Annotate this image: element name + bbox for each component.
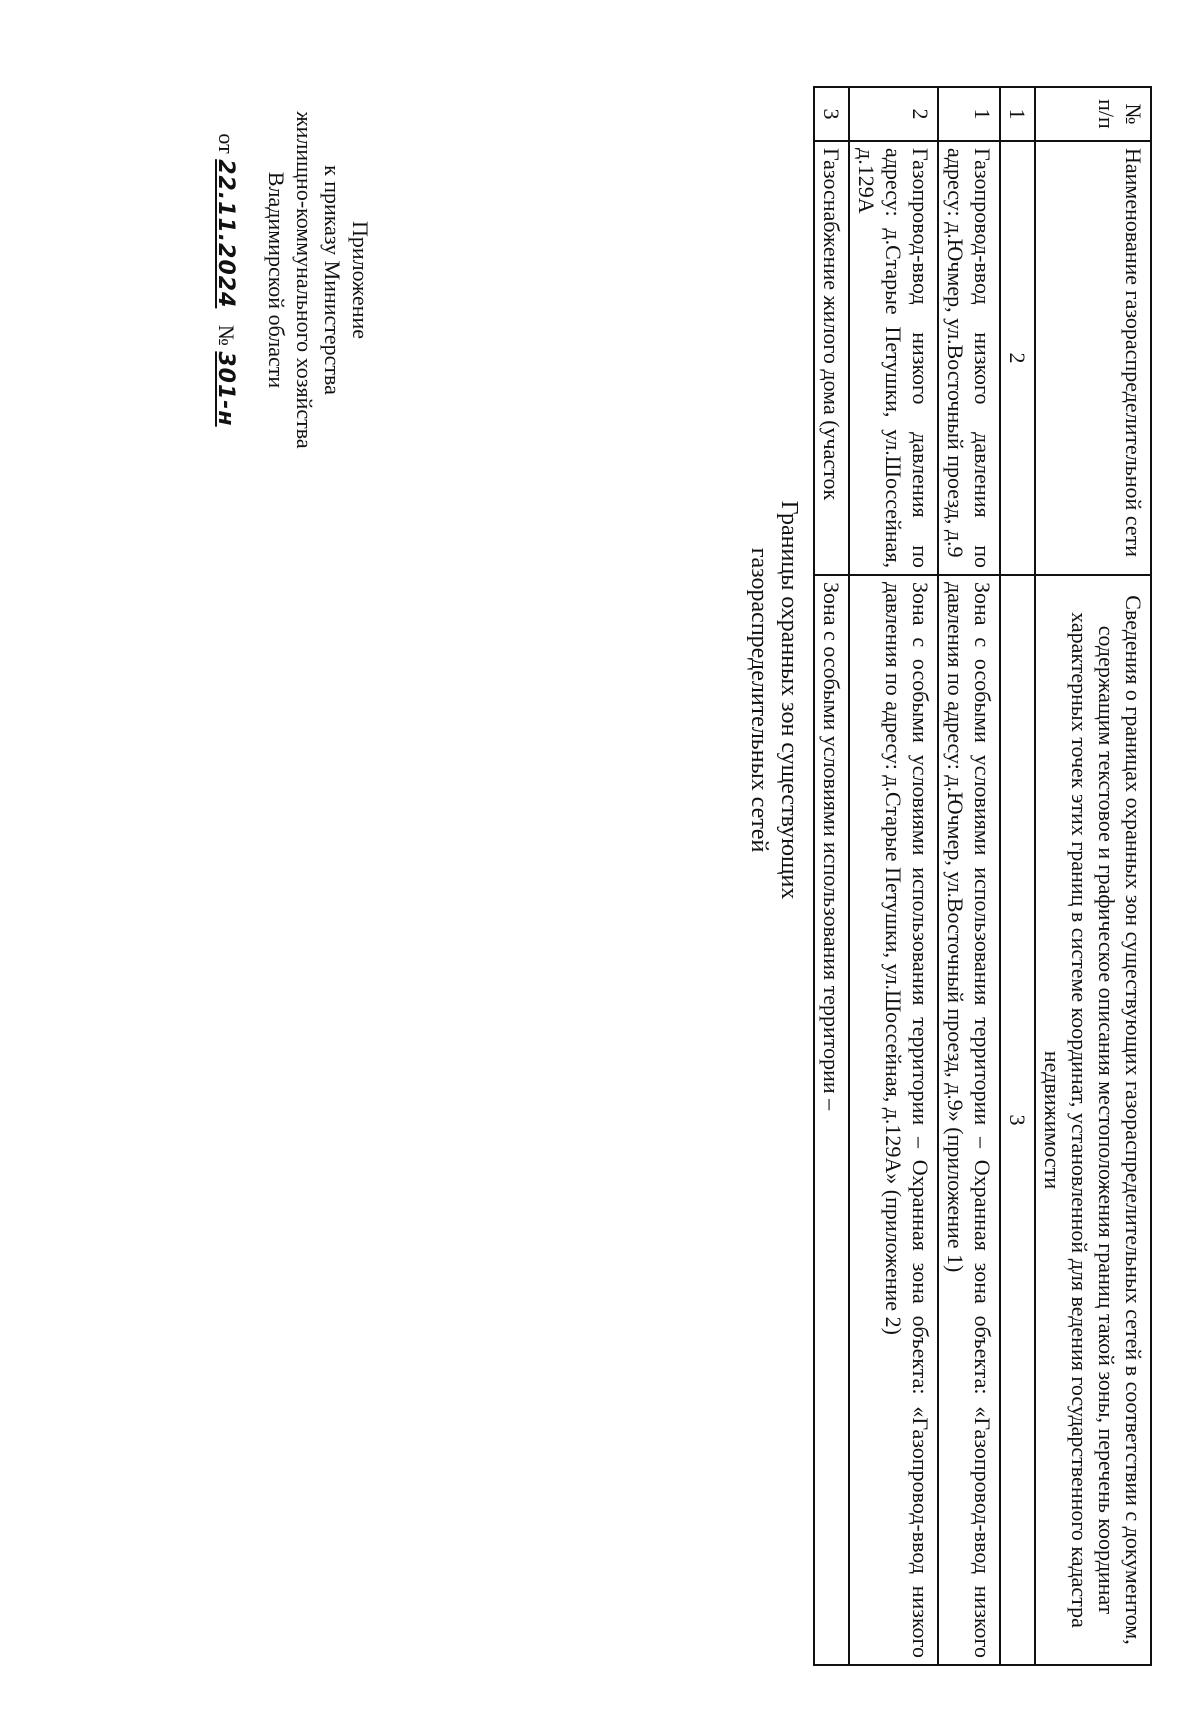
header-zone-info: Сведения о границах охранных зон существующих газораспределительных сетей в соответствии с документом, содержащим текстовое и графическое описания местоположения границ такой зоны, перечень координат характерных точек этих границ в системе координат, установленной для ведения государственного кадастра недвижимости bbox=[1035, 575, 1151, 1665]
header-number: № п/п bbox=[1035, 87, 1151, 141]
row-number: 1 bbox=[938, 87, 1000, 141]
row-zone-info: Зона с особыми условиями использования территории – bbox=[814, 575, 849, 1665]
column-number-3: 3 bbox=[1000, 575, 1035, 1665]
row-number: 2 bbox=[849, 87, 938, 141]
row-zone-info: Зона с особыми условиями использования территории – Охранная зона объекта: «Газопровод-ввод низкого давления по адресу: д.Ючмер, ул.Восточный проезд, д.9» (приложение 1) bbox=[938, 575, 1000, 1665]
order-number-label: № bbox=[214, 324, 239, 346]
appendix-line-4: Владимирской области bbox=[264, 171, 289, 389]
title-line-2: газораспределительных сетей bbox=[746, 547, 772, 853]
row-number: 3 bbox=[814, 87, 849, 141]
table-row bbox=[849, 87, 938, 1665]
column-number-2: 2 bbox=[1000, 141, 1035, 575]
header-network-name: Наименование газораспределительной сети bbox=[1035, 141, 1151, 575]
table-row bbox=[938, 87, 1000, 1665]
appendix-line-3: жилищно-коммунального хозяйства bbox=[292, 111, 317, 449]
appendix-line-2: к приказу Министерства bbox=[320, 165, 345, 395]
table-row bbox=[814, 87, 849, 1665]
column-number-row bbox=[1000, 87, 1035, 1665]
table-header-row bbox=[1035, 87, 1151, 1665]
order-number: 301-н bbox=[213, 351, 238, 427]
column-number-1: 1 bbox=[1000, 87, 1035, 141]
order-reference bbox=[211, 70, 240, 490]
appendix-block bbox=[211, 70, 374, 490]
row-zone-info: Зона с особыми условиями использования территории – Охранная зона объекта: «Газопровод-ввод низкого давления по адресу: д.Старые Петушки, ул.Шоссейная, д.129А» (приложение 2) bbox=[849, 575, 938, 1665]
row-network-name: Газопровод-ввод низкого давления по адресу: д.Старые Петушки, ул.Шоссейная, д.129А bbox=[849, 141, 938, 575]
row-network-name: Газоснабжение жилого дома (участок bbox=[814, 141, 849, 575]
order-from-label: от bbox=[214, 133, 239, 154]
document-title bbox=[744, 430, 804, 970]
protection-zones-table bbox=[813, 86, 1152, 1666]
order-date: 22.11.2024 bbox=[213, 159, 238, 309]
appendix-line-1: Приложение bbox=[348, 220, 373, 340]
title-line-1: Границы охранных зон существующих bbox=[776, 500, 802, 900]
row-network-name: Газопровод-ввод низкого давления по адресу: д.Ючмер, ул.Восточный проезд, д.9 bbox=[938, 141, 1000, 575]
